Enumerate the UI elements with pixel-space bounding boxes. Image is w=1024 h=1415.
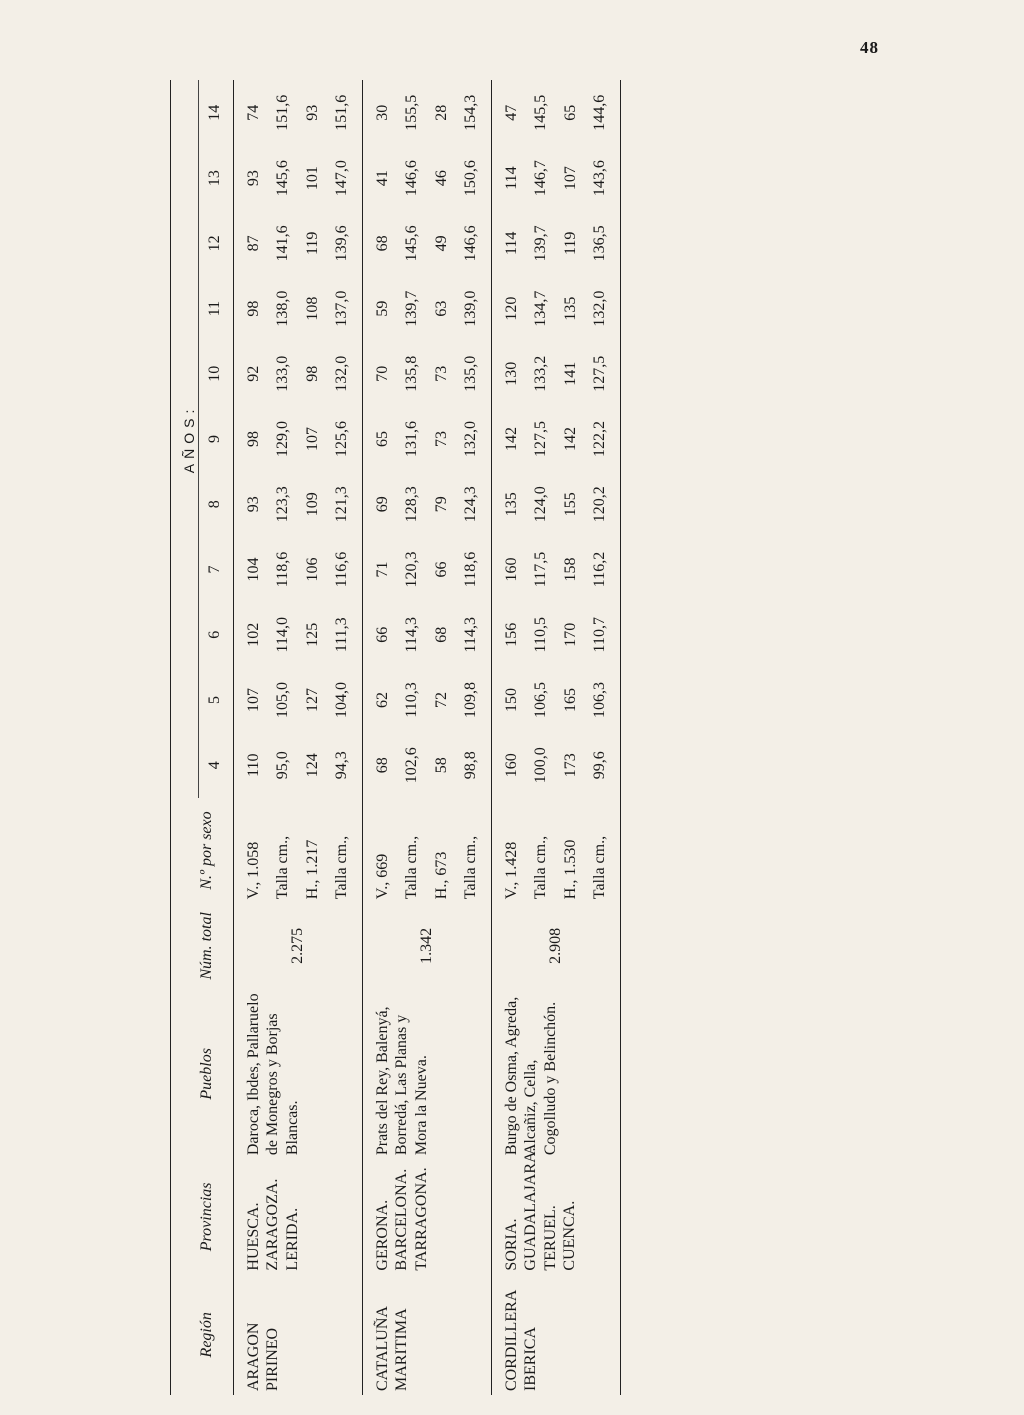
header-region: Región bbox=[171, 1275, 234, 1395]
cell-value: 105,0 bbox=[274, 681, 292, 718]
cell-value: 59 bbox=[373, 300, 391, 317]
cell-value: 170 bbox=[561, 622, 579, 647]
cell-value: 145,5 bbox=[532, 94, 550, 131]
cell-value: 109,8 bbox=[462, 681, 480, 718]
cell-value: 65 bbox=[373, 431, 391, 448]
cell-value: 143,6 bbox=[591, 160, 609, 197]
town-list: Daroca, Ibdes, Pallaruelo de Monegros y Borjas Blancas. bbox=[244, 993, 301, 1156]
cell-value: 135 bbox=[561, 296, 579, 321]
cell-value: 129,0 bbox=[274, 421, 292, 458]
header-provincias: Provincias bbox=[171, 1159, 234, 1274]
sex-label: Talla cm., bbox=[462, 835, 480, 900]
cell-value: 58 bbox=[432, 757, 450, 774]
cell-value: 93 bbox=[244, 496, 262, 513]
cell-value: 135,8 bbox=[403, 355, 421, 392]
header-age-6: 6 bbox=[199, 602, 234, 667]
cell-value: 125,6 bbox=[333, 421, 351, 458]
page-number: 48 bbox=[860, 38, 879, 57]
cell-value: 160 bbox=[502, 557, 520, 582]
cell-value: 137,0 bbox=[333, 290, 351, 327]
cell-value: 139,7 bbox=[403, 290, 421, 327]
cell-value: 131,6 bbox=[403, 421, 421, 458]
table-row bbox=[233, 80, 273, 1395]
sex-label: Talla cm., bbox=[274, 835, 292, 900]
cell-value: 136,5 bbox=[591, 225, 609, 262]
rotated-table-container bbox=[170, 80, 870, 1395]
header-age-4: 4 bbox=[199, 733, 234, 798]
region-name: CORDILLERA IBERICA bbox=[502, 1290, 540, 1391]
cell-value: 110,5 bbox=[532, 617, 550, 653]
cell-value: 133,2 bbox=[532, 355, 550, 392]
cell-value: 132,0 bbox=[462, 421, 480, 458]
cell-value: 106 bbox=[303, 557, 321, 582]
cell-value: 94,3 bbox=[333, 751, 351, 780]
cell-value: 147,0 bbox=[333, 160, 351, 197]
cell-value: 108 bbox=[303, 296, 321, 321]
sex-label: V., 669 bbox=[373, 853, 391, 900]
cell-value: 116,2 bbox=[591, 551, 609, 588]
cell-value: 155 bbox=[561, 492, 579, 517]
cell-value: 110 bbox=[244, 753, 262, 777]
cell-value: 121,3 bbox=[333, 486, 351, 523]
cell-value: 30 bbox=[373, 104, 391, 121]
town-list: Prats del Rey, Balenyá, Borredá, Las Planas y Mora la Nueva. bbox=[373, 1006, 430, 1156]
cell-value: 100,0 bbox=[532, 747, 550, 784]
cell-value: 110,3 bbox=[403, 682, 421, 718]
cell-value: 130 bbox=[502, 361, 520, 386]
province-list: GERONA. BARCELONA. TARRAGONA. bbox=[373, 1167, 430, 1271]
cell-value: 71 bbox=[373, 561, 391, 578]
cell-value: 139,6 bbox=[333, 225, 351, 262]
town-list: Burgo de Osma, Agreda, Alcañiz, Cella, Cogolludo y Belinchón. bbox=[502, 996, 559, 1156]
header-age-7: 7 bbox=[199, 537, 234, 602]
cell-value: 87 bbox=[244, 235, 262, 252]
cell-value: 99,6 bbox=[591, 751, 609, 780]
header-age-13: 13 bbox=[199, 145, 234, 210]
cell-value: 120,2 bbox=[591, 486, 609, 523]
cell-value: 156 bbox=[502, 622, 520, 647]
cell-value: 70 bbox=[373, 365, 391, 382]
cell-value: 151,6 bbox=[274, 94, 292, 131]
cell-value: 124 bbox=[303, 753, 321, 778]
province-list: HUESCA. ZARAGOZA. LERIDA. bbox=[244, 1178, 301, 1271]
total-count: 2.908 bbox=[546, 927, 564, 964]
cell-value: 102,6 bbox=[403, 747, 421, 784]
cell-value: 120,3 bbox=[403, 551, 421, 588]
cell-value: 119 bbox=[303, 231, 321, 256]
sex-label: V., 1.058 bbox=[244, 841, 262, 900]
cell-value: 145,6 bbox=[403, 225, 421, 262]
cell-value: 173 bbox=[561, 753, 579, 778]
cell-value: 106,5 bbox=[532, 681, 550, 718]
cell-value: 142 bbox=[561, 427, 579, 452]
province-list: SORIA. GUADALAJARA. TERUEL. CUENCA. bbox=[502, 1147, 579, 1271]
cell-value: 114,0 bbox=[274, 617, 292, 653]
region-block bbox=[233, 80, 362, 1395]
header-anos: AÑOS: bbox=[171, 80, 199, 798]
cell-value: 116,6 bbox=[333, 551, 351, 588]
sex-label: Talla cm., bbox=[333, 835, 351, 900]
region-name: CATALUÑA MARITIMA bbox=[373, 1306, 411, 1391]
cell-value: 98,8 bbox=[462, 751, 480, 780]
cell-value: 132,0 bbox=[333, 355, 351, 392]
cell-value: 128,3 bbox=[403, 486, 421, 523]
cell-value: 110,7 bbox=[591, 617, 609, 653]
sex-label: H., 673 bbox=[432, 851, 450, 900]
cell-value: 65 bbox=[561, 104, 579, 121]
cell-value: 41 bbox=[373, 170, 391, 187]
cell-value: 111,3 bbox=[333, 617, 351, 653]
cell-value: 120 bbox=[502, 296, 520, 321]
cell-value: 142 bbox=[502, 427, 520, 452]
cell-value: 62 bbox=[373, 691, 391, 708]
cell-value: 114 bbox=[502, 231, 520, 256]
cell-value: 114 bbox=[502, 166, 520, 190]
cell-value: 95,0 bbox=[274, 751, 292, 780]
cell-value: 150,6 bbox=[462, 160, 480, 197]
cell-value: 98 bbox=[244, 300, 262, 317]
cell-value: 104 bbox=[244, 557, 262, 582]
cell-value: 109 bbox=[303, 492, 321, 517]
cell-value: 146,7 bbox=[532, 160, 550, 197]
cell-value: 133,0 bbox=[274, 355, 292, 392]
cell-value: 66 bbox=[373, 626, 391, 643]
cell-value: 119 bbox=[561, 231, 579, 256]
cell-value: 141,6 bbox=[274, 225, 292, 262]
total-count: 2.275 bbox=[288, 927, 306, 964]
cell-value: 68 bbox=[373, 235, 391, 252]
cell-value: 122,2 bbox=[591, 421, 609, 458]
cell-value: 28 bbox=[432, 104, 450, 121]
sex-label: Talla cm., bbox=[591, 835, 609, 900]
cell-value: 114,3 bbox=[462, 617, 480, 653]
cell-value: 150 bbox=[502, 687, 520, 712]
header-age-14: 14 bbox=[199, 80, 234, 145]
cell-value: 118,6 bbox=[274, 551, 292, 588]
cell-value: 69 bbox=[373, 496, 391, 513]
region-name: ARAGON PIRINEO bbox=[244, 1322, 282, 1391]
cell-value: 98 bbox=[303, 365, 321, 382]
cell-value: 127 bbox=[303, 687, 321, 712]
region-block bbox=[362, 80, 491, 1395]
cell-value: 63 bbox=[432, 300, 450, 317]
cell-value: 139,0 bbox=[462, 290, 480, 327]
header-age-8: 8 bbox=[199, 472, 234, 537]
header-age-9: 9 bbox=[199, 406, 234, 471]
cell-value: 92 bbox=[244, 365, 262, 382]
total-count: 1.342 bbox=[417, 927, 435, 964]
cell-value: 138,0 bbox=[274, 290, 292, 327]
cell-value: 155,5 bbox=[403, 94, 421, 131]
cell-value: 104,0 bbox=[333, 681, 351, 718]
header-num-total: Núm. total bbox=[171, 903, 234, 988]
cell-value: 107 bbox=[244, 687, 262, 712]
cell-value: 118,6 bbox=[462, 551, 480, 588]
cell-value: 66 bbox=[432, 561, 450, 578]
growth-statistics-table bbox=[170, 80, 621, 1395]
sex-label: Talla cm., bbox=[403, 835, 421, 900]
cell-value: 134,7 bbox=[532, 290, 550, 327]
cell-value: 127,5 bbox=[591, 355, 609, 392]
cell-value: 158 bbox=[561, 557, 579, 582]
header-age-12: 12 bbox=[199, 211, 234, 276]
cell-value: 154,3 bbox=[462, 94, 480, 131]
cell-value: 144,6 bbox=[591, 94, 609, 131]
cell-value: 135,0 bbox=[462, 355, 480, 392]
cell-value: 73 bbox=[432, 431, 450, 448]
header-por-sexo: N.º por sexo bbox=[171, 798, 234, 903]
cell-value: 79 bbox=[432, 496, 450, 513]
cell-value: 123,3 bbox=[274, 486, 292, 523]
cell-value: 47 bbox=[502, 104, 520, 121]
cell-value: 72 bbox=[432, 691, 450, 708]
header-age-10: 10 bbox=[199, 341, 234, 406]
cell-value: 98 bbox=[244, 431, 262, 448]
cell-value: 132,0 bbox=[591, 290, 609, 327]
cell-value: 73 bbox=[432, 365, 450, 382]
cell-value: 114,3 bbox=[403, 617, 421, 653]
cell-value: 117,5 bbox=[532, 551, 550, 588]
header-pueblos: Pueblos bbox=[171, 989, 234, 1160]
cell-value: 74 bbox=[244, 104, 262, 121]
table-row bbox=[491, 80, 531, 1395]
cell-value: 160 bbox=[502, 753, 520, 778]
cell-value: 141 bbox=[561, 361, 579, 386]
sex-label: Talla cm., bbox=[532, 835, 550, 900]
cell-value: 151,6 bbox=[333, 94, 351, 131]
sex-label: H., 1.217 bbox=[303, 839, 321, 900]
sex-label: H., 1.530 bbox=[561, 839, 579, 900]
cell-value: 146,6 bbox=[403, 160, 421, 197]
cell-value: 124,0 bbox=[532, 486, 550, 523]
table-row bbox=[362, 80, 402, 1395]
cell-value: 165 bbox=[561, 687, 579, 712]
cell-value: 101 bbox=[303, 166, 321, 191]
cell-value: 49 bbox=[432, 235, 450, 252]
cell-value: 135 bbox=[502, 492, 520, 517]
cell-value: 68 bbox=[373, 757, 391, 774]
cell-value: 93 bbox=[244, 170, 262, 187]
cell-value: 93 bbox=[303, 104, 321, 121]
cell-value: 145,6 bbox=[274, 160, 292, 197]
header-age-11: 11 bbox=[199, 276, 234, 341]
region-block bbox=[491, 80, 620, 1395]
cell-value: 139,7 bbox=[532, 225, 550, 262]
cell-value: 124,3 bbox=[462, 486, 480, 523]
sex-label: V., 1.428 bbox=[502, 841, 520, 900]
cell-value: 127,5 bbox=[532, 421, 550, 458]
cell-value: 146,6 bbox=[462, 225, 480, 262]
cell-value: 68 bbox=[432, 626, 450, 643]
cell-value: 102 bbox=[244, 622, 262, 647]
cell-value: 125 bbox=[303, 622, 321, 647]
header-age-5: 5 bbox=[199, 667, 234, 732]
cell-value: 107 bbox=[303, 427, 321, 452]
cell-value: 107 bbox=[561, 166, 579, 191]
cell-value: 106,3 bbox=[591, 681, 609, 718]
cell-value: 46 bbox=[432, 170, 450, 187]
